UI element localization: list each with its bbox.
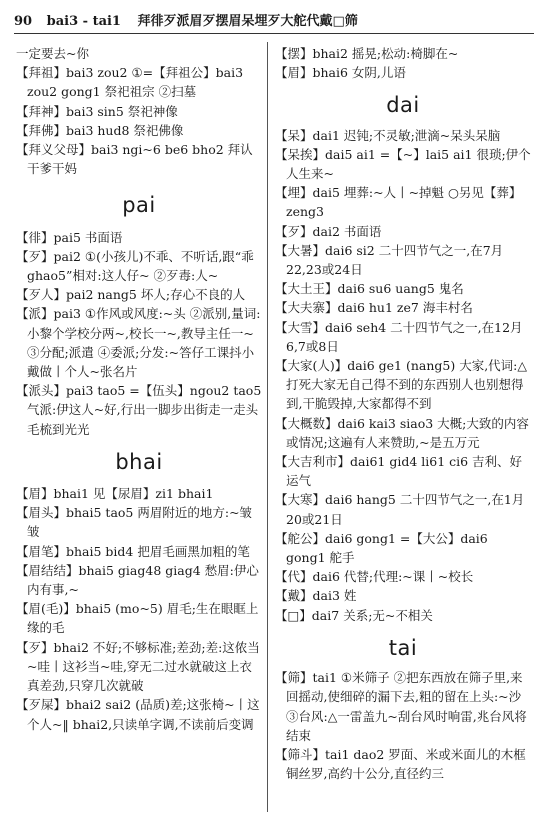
dictionary-entry: 【歹】dai2 书面语 (275, 223, 382, 239)
dictionary-entry: 【拜佛】bai3 hud8 祭祀佛像 (16, 122, 184, 138)
section-heading-pai: pai (122, 193, 156, 218)
section-heading-tai: tai (388, 635, 418, 660)
left-column (16, 44, 262, 734)
dictionary-entry: 【大概数】dai6 kai3 siao3 大概;大致的内容或情况;这遍有人来赞助,~是五万元 (275, 415, 529, 450)
dictionary-entry: 【眉头】bhai5 tao5 两眉附近的地方:~皱皱 (16, 505, 253, 540)
dictionary-entry: 【代】dai6 代替;代理:~课丨~校长 (275, 569, 474, 585)
dictionary-entry: 【大寒】dai6 hang5 二十四节气之一,在1月20或21日 (275, 492, 525, 527)
page-range: bai3 - tai1 (46, 14, 121, 29)
dictionary-entry: 【眉结结】bhai5 giag48 giag4 愁眉:伊心内有事,~ (16, 562, 259, 598)
dictionary-entry: 【埋】dai5 埋葬:~人丨~掉魁 ○另见【葬】zeng3 (275, 185, 522, 220)
section-heading-dai: dai (386, 93, 420, 118)
dictionary-entry: 【拜义父母】bai3 ngi~6 be6 bho2 拜认干爹干妈 (16, 142, 253, 177)
dictionary-entry: 【眉】bhai6 女阴,儿语 (275, 65, 406, 81)
dictionary-entry: 【歹】bhai2 不好;不够标准;差劲;差:这侬当~哇丨这衫当~哇,穿无二过水就破这上衣真差劲,只穿几次就破 (16, 639, 260, 694)
dictionary-entry: 【大吉利市】dai61 gid4 li61 ci6 吉利、好运气 (275, 454, 523, 489)
dictionary-entry: 【歹屎】bhai2 sai2 (品质)差;这张椅~丨这个人~‖ bhai2,只读单字调,不读前后变调 (16, 697, 260, 732)
dictionary-entry: 【派】pai3 ①作风或风度:~头 ②派别,量词:小黎个学校分两~,校长一~,教导主任一~ ③分配;派遣 ④委派;分发:~答仔工课抖小戴做丨个人~张名片 (16, 306, 261, 380)
dictionary-entry: 【眉】bhai1 见【尿眉】zi1 bhai1 (16, 486, 214, 502)
dictionary-entry: 【徘】pai5 书面语 (16, 229, 123, 245)
dictionary-entry: 【摆】bhai2 摇晃;松动:椅脚在~ (275, 46, 459, 61)
dictionary-entry: 【派头】pai3 tao5 =【伍头】ngou2 tao5 气派:伊这人~好,行出一脚步出街走一走头毛梳到光光 (16, 383, 262, 437)
dictionary-entry: 【歹】pai2 ①(小孩儿)不乖、不听话,跟“乖 ghao5”相对:这人仔~ ②歹毒:人~ (16, 248, 254, 284)
dictionary-entry: 【眉(毛)】bhai5 (mo~5) 眉毛;生在眼眶上缘的毛 (16, 601, 259, 636)
dictionary-entry: 【舵公】dai6 gong1 =【大公】dai6 gong1 舵手 (275, 530, 488, 566)
dictionary-entry: 【大暑】dai6 si2 二十四节气之一,在7月22,23或24日 (275, 242, 504, 278)
header-rule (14, 33, 534, 34)
dictionary-entry: 【拜神】bai3 sin5 祭祀神像 (16, 103, 178, 119)
dictionary-entry: 【大雪】dai6 seh4 二十四节气之一,在12月6,7或8日 (275, 319, 523, 354)
guide-words: 拜徘歹派眉歹摆眉呆埋歹大舵代戴□筛 (137, 14, 358, 29)
dictionary-entry: 【大家(人)】dai6 ge1 (nang5) 大家,代词:△打死大家无自己得不到的东西别人也别想得到,干脆毁掉,大家都得不到 (275, 358, 527, 412)
dictionary-entry: 【筛】tai1 ①米筛子 ②把东西放在筛子里,来回摇动,使细碎的漏下去,粗的留在上头:~沙 ③台风:△一雷盖九~刮台风时响雷,兆台风将结束 (275, 670, 527, 743)
dictionary-entry: 【戴】dai3 姓 (275, 588, 357, 604)
dictionary-entry: 【眉笔】bhai5 bid4 把眉毛画黑加粗的笔 (16, 543, 250, 559)
dictionary-entry: 【歹人】pai2 nang5 坏人;存心不良的人 (16, 287, 246, 303)
right-column (275, 44, 531, 783)
dictionary-entry: 【大夫寨】dai6 hu1 ze7 海丰村名 (275, 300, 473, 316)
dictionary-entry: 【呆挨】dai5 ai1 =【~】lai5 ai1 很琐;伊个人生来~ (275, 146, 531, 182)
page-header (14, 10, 534, 32)
dictionary-entry: 【呆】dai1 迟钝;不灵敏;泄滴~呆头呆脑 (275, 127, 501, 143)
continuation-text: 一定要去~你 (16, 46, 89, 61)
dictionary-entry: 【□】dai7 关系;无~不相关 (275, 607, 433, 623)
page-number: 90 (14, 14, 33, 29)
section-heading-bhai: bhai (115, 449, 163, 474)
dictionary-entry: 【拜祖】bai3 zou2 ①=【拜祖公】bai3 zou2 gong1 祭祀祖宗 ②扫墓 (16, 65, 244, 100)
dictionary-entry: 【筛斗】tai1 dao2 罗面、米或米面儿的木框铜丝罗,高约十公分,直径约三 (275, 746, 526, 782)
dictionary-entry: 【大土王】dai6 su6 uang5 鬼名 (275, 281, 464, 297)
column-divider (267, 42, 268, 812)
